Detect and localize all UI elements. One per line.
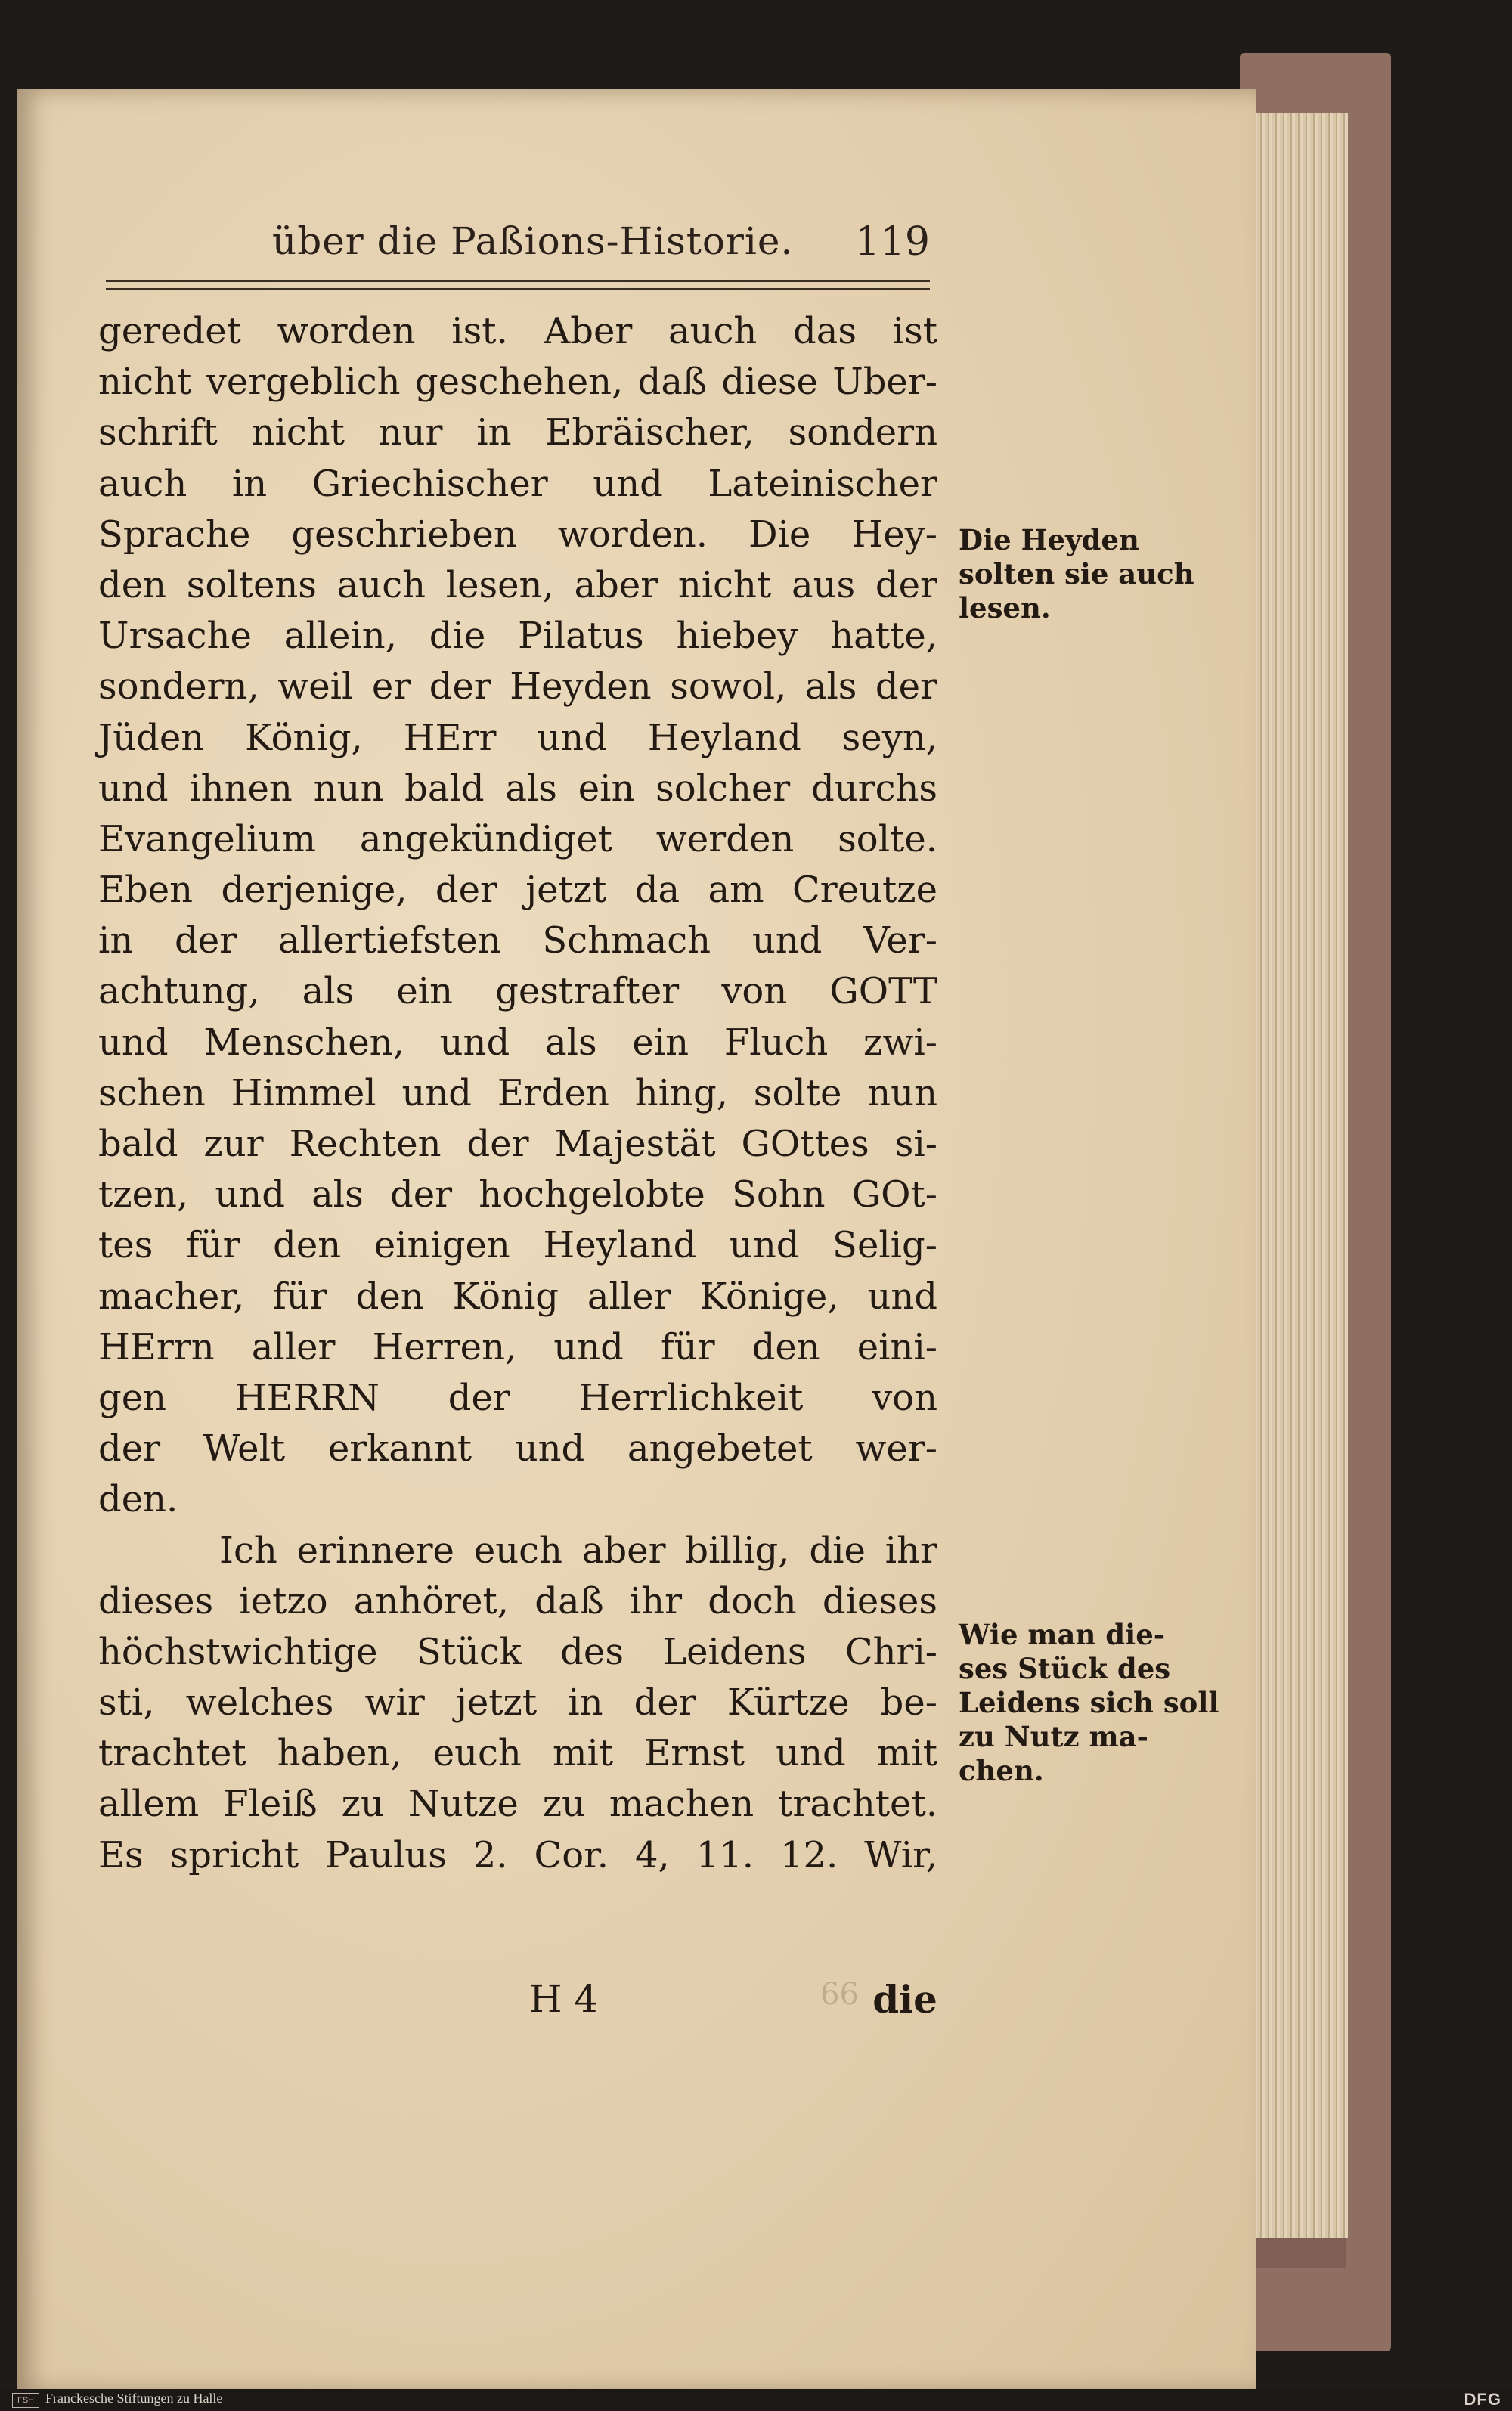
text-line: macher, für den König aller Könige, und [98,1275,937,1318]
margin-note [959,1618,1219,1788]
body-text [98,306,937,1881]
margin-note-line: Wie man die- [959,1618,1166,1651]
cover-bottom [1247,2238,1346,2268]
paragraph-first-line: Ich erinnere euch aber billig, die ihr [219,1529,937,1572]
text-line: der Welt erkannt und angebetet wer- [98,1427,937,1470]
text-line: nicht vergeblich geschehen, daß diese Uber- [98,361,937,404]
text-line: HErrn aller Herren, und für den eini- [98,1325,937,1368]
text-line: schen Himmel und Erden hing, solte nun [98,1071,937,1114]
header-rule [106,280,930,290]
text-line: gen HERRN der Herrlichkeit von [98,1376,937,1419]
margin-note-line: solten sie auch [959,557,1194,590]
text-line: Evangelium angekündiget werden solte. [98,817,937,860]
dfg-logo: DFG [1464,2390,1501,2409]
text-line: in der allertiefsten Schmach und Ver- [98,919,937,962]
margin-note-line: Die Heyden [959,523,1139,556]
text-line: auch in Griechischer und Lateinischer [98,462,937,505]
text-line: und ihnen nun bald als ein solcher durchs [98,767,937,810]
catchword: die [872,1977,937,2022]
text-line: den. [98,1478,178,1521]
footer-credit: Franckesche Stiftungen zu Halle [45,2391,223,2406]
text-line: allem Fleiß zu Nutze zu machen trachtet. [98,1783,937,1826]
page-edges [1247,113,1348,2238]
text-line: Eben derjenige, der jetzt da am Creutze [98,869,937,912]
running-head: über die Paßions-Historie. [272,219,794,263]
text-line: höchstwichtige Stück des Leidens Chri- [98,1630,937,1673]
signature-line [98,1977,937,2030]
margin-note-line: chen. [959,1754,1044,1787]
footer-bar [0,2389,1512,2411]
text-line: bald zur Rechten der Majestät GOttes si- [98,1123,937,1165]
text-line: und Menschen, und als ein Fluch zwi- [98,1021,937,1064]
text-line: sti, welches wir jetzt in der Kürtze be- [98,1681,937,1725]
text-line: achtung, als ein gestrafter von GOTT [98,970,937,1013]
text-line: Sprache geschrieben worden. Die Hey- [98,513,937,556]
text-line: trachtet haben, euch mit Ernst und mit [98,1732,937,1775]
text-line: schrift nicht nur in Ebräischer, sondern [98,411,937,454]
text-line: sondern, weil er der Heyden sowol, als der [98,665,937,708]
margin-note [959,523,1208,625]
text-line: tes für den einigen Heyland und Selig- [98,1224,937,1267]
text-line: tzen, und als der hochgelobte Sohn GOt- [98,1173,937,1216]
signature-mark: H 4 [529,1977,599,2021]
text-line: Jüden König, HErr und Heyland seyn, [98,716,937,759]
text-line: geredet worden ist. Aber auch das ist [98,310,937,352]
page-number: 119 [854,219,930,265]
text-line: Es spricht Paulus 2. Cor. 4, 11. 12. Wir, [98,1833,937,1876]
ink-stamp: 66 [820,1977,859,2012]
text-line: Ursache allein, die Pilatus hiebey hatte, [98,615,937,658]
margin-note-line: lesen. [959,591,1051,624]
margin-note-line: Leidens sich soll [959,1686,1219,1719]
margin-note-line: ses Stück des [959,1652,1171,1685]
text-line: den soltens auch lesen, aber nicht aus der [98,563,937,606]
text-line: dieses ietzo anhöret, daß ihr doch dieses [98,1579,937,1622]
institution-logo: FSH [12,2393,39,2408]
page-header [113,219,930,272]
margin-note-line: zu Nutz ma- [959,1720,1148,1753]
